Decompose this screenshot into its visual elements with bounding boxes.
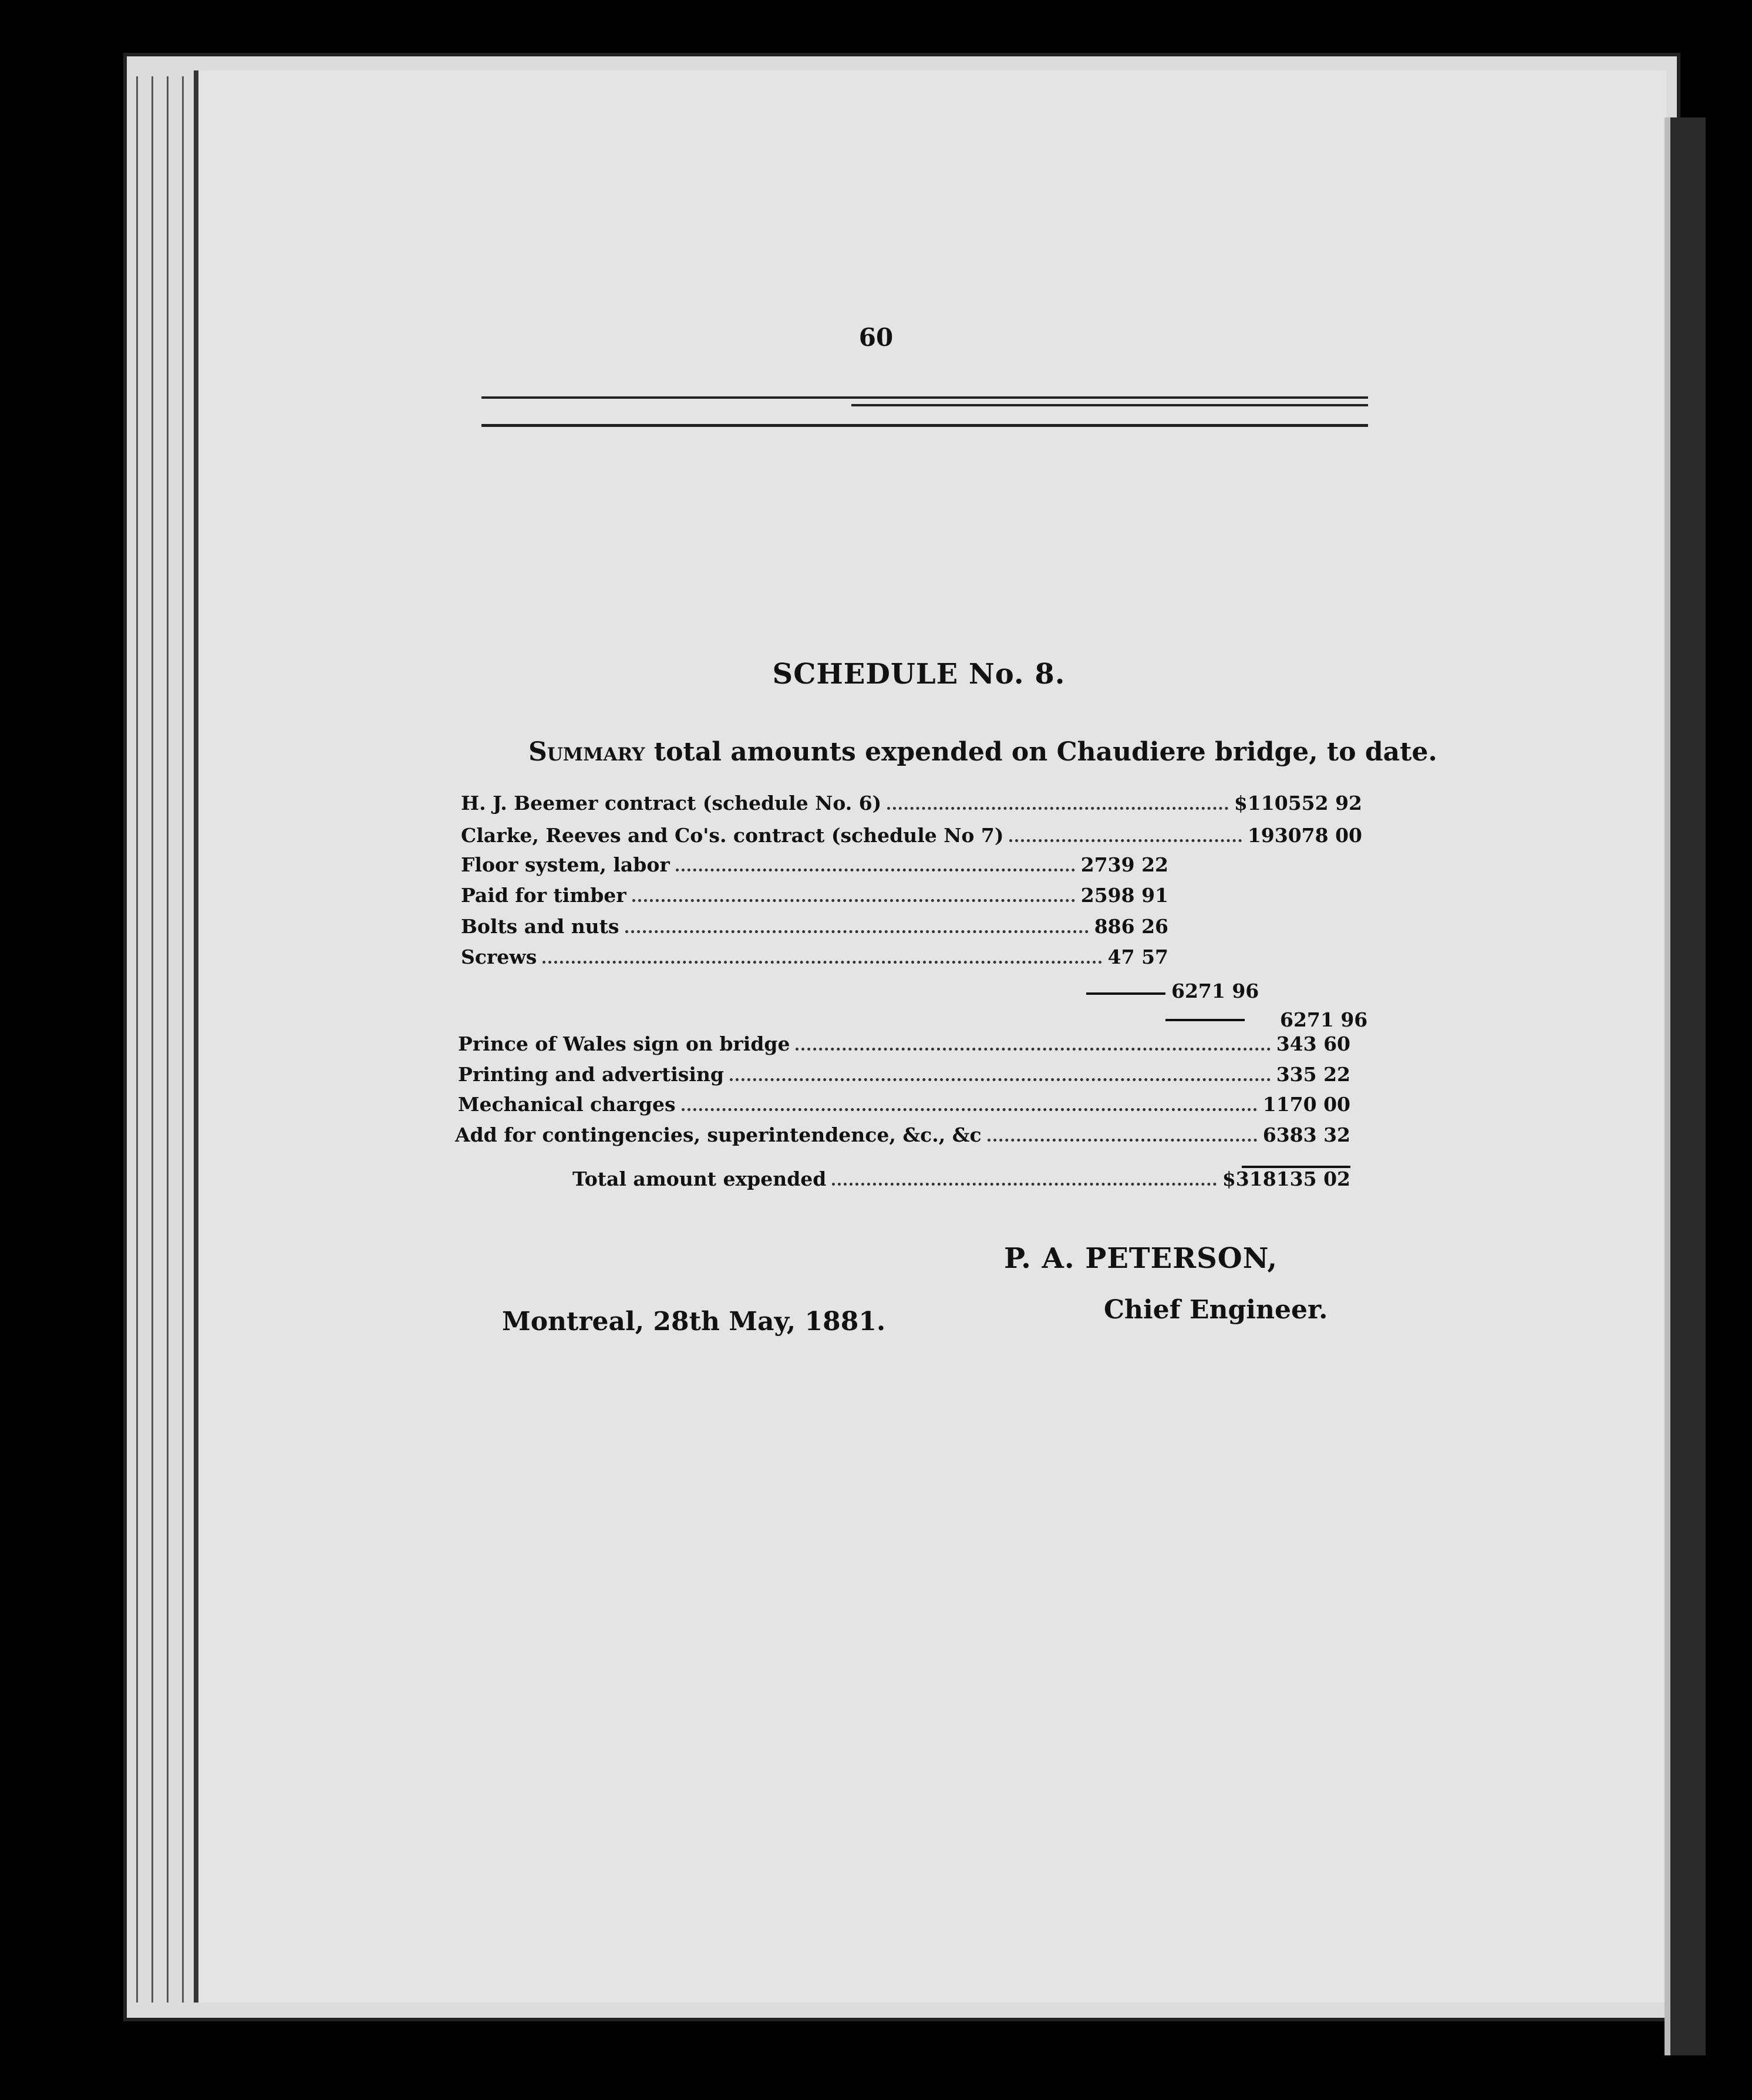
header-rule [481,424,1368,427]
leader-dots [988,1139,1257,1142]
summary-subtitle [528,737,1437,767]
total-amount: $318135 02 [1222,1167,1350,1190]
row-amount: $110552 92 [1234,792,1362,815]
row-label: Prince of Wales sign on bridge [458,1032,790,1055]
row-label: Printing and advertising [458,1063,724,1086]
table-row [461,816,1362,847]
table-row [458,1055,1350,1086]
schedule-heading: SCHEDULE No. 8. [772,658,1066,691]
table-row [458,1085,1350,1116]
row-amount: 1170 00 [1262,1093,1350,1116]
row-amount: 193078 00 [1247,824,1362,847]
subtitle-lead: Summary [528,737,645,767]
row-amount: 2598 91 [1080,884,1168,907]
row-label: Paid for timber [461,884,626,907]
leader-dots [625,930,1089,933]
page-edge-line [136,76,138,2003]
leader-dots [796,1048,1270,1051]
table-row [461,784,1362,815]
page-edge-line [151,76,153,2003]
signer-name: P. A. PETERSON, [1004,1242,1278,1275]
total-label: Total amount expended [572,1167,827,1190]
table-row [461,938,1168,968]
row-label: Clarke, Reeves and Co's. contract (schedule No 7) [461,824,1004,847]
page-number: 60 [858,323,894,352]
leader-dots [1009,839,1241,842]
row-label: H. J. Beemer contract (schedule No. 6) [461,792,882,815]
page-edge-line [167,76,169,2003]
row-amount: 2739 22 [1080,853,1168,876]
leader-dots [682,1108,1257,1111]
row-amount: 47 57 [1107,945,1168,968]
table-row [458,1025,1350,1055]
row-amount: 335 22 [1276,1063,1350,1086]
row-label: Bolts and nuts [461,915,619,938]
table-row [461,846,1168,876]
header-rule [481,396,1368,399]
leader-dots [887,807,1228,810]
subtotal-rule [1165,1019,1245,1021]
table-row [461,876,1168,907]
header-rule [851,404,1368,406]
book-spine [1665,117,1706,2055]
page-edge-line [182,76,184,2003]
row-label: Floor system, labor [461,853,670,876]
row-amount: 886 26 [1094,915,1168,938]
leader-dots [730,1078,1271,1081]
table-row [461,907,1168,938]
row-amount: 343 60 [1276,1032,1350,1055]
table-row [455,1116,1350,1146]
leader-dots [676,869,1075,871]
row-amount: 6383 32 [1262,1123,1350,1146]
row-label: Add for contingencies, superintendence, &c., &c [455,1123,982,1146]
leader-dots [543,961,1101,964]
subtitle-rest: total amounts expended on Chaudiere bridge, to date. [645,737,1437,767]
floor-carried-amount: 6271 96 [1280,1008,1368,1031]
row-label: Screws [461,945,537,968]
signer-title: Chief Engineer. [1104,1295,1328,1325]
subtotal-rule [1086,992,1165,995]
leader-dots [632,899,1075,902]
row-label: Mechanical charges [458,1093,676,1116]
place-date: Montreal, 28th May, 1881. [502,1307,886,1337]
leader-dots [832,1183,1217,1186]
floor-subtotal: 6271 96 [1171,980,1259,1002]
total-row [572,1160,1350,1190]
